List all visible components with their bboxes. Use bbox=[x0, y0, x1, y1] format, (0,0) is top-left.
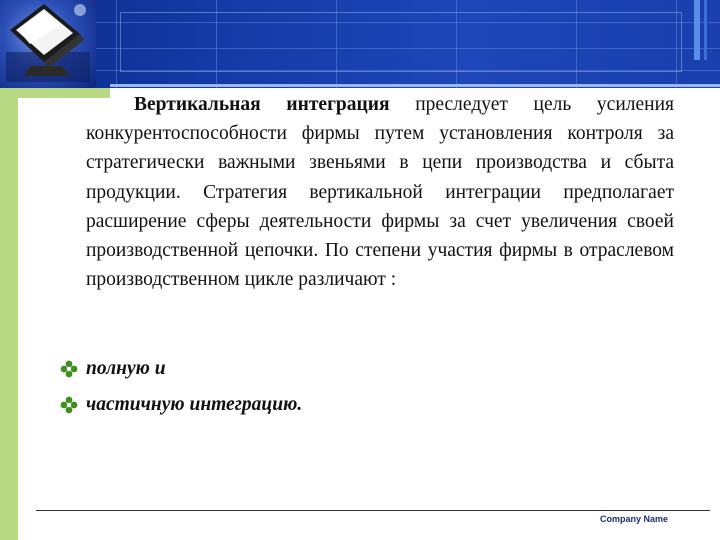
header-band bbox=[0, 0, 720, 88]
header-accent-bar-thin bbox=[704, 0, 707, 60]
bullet-text: частичную интеграцию. bbox=[86, 394, 303, 415]
header-underline bbox=[110, 84, 720, 87]
monitor-logo-icon bbox=[0, 0, 96, 88]
main-paragraph bbox=[86, 90, 674, 294]
paragraph-body: преследует цель усиления конкурентоспособности фирмы путем установления контроля за стратегически важными звеньями в цепи производства и сбыта продукции. Стратегия вертикальной интеграции предполагает расширение сферы деятельности фирмы за счет увеличения своей производственной цепочки. По степени участия фирмы в отраслевом производственном цикле различают : bbox=[86, 94, 674, 291]
footer-divider bbox=[36, 510, 710, 511]
bullet-item-partial bbox=[60, 390, 480, 420]
header-frame bbox=[120, 12, 682, 72]
main-content bbox=[86, 90, 674, 294]
green-side-stripe bbox=[0, 88, 18, 540]
bullet-item-full bbox=[60, 354, 480, 384]
diamond-bullet-icon bbox=[60, 396, 78, 414]
header-accent-bar bbox=[694, 0, 700, 60]
bullet-text: полную и bbox=[86, 358, 166, 379]
paragraph-lead: Вертикальная интеграция bbox=[134, 94, 390, 115]
diamond-bullet-icon bbox=[60, 360, 78, 378]
footer-company-name: Company Name bbox=[600, 514, 669, 524]
